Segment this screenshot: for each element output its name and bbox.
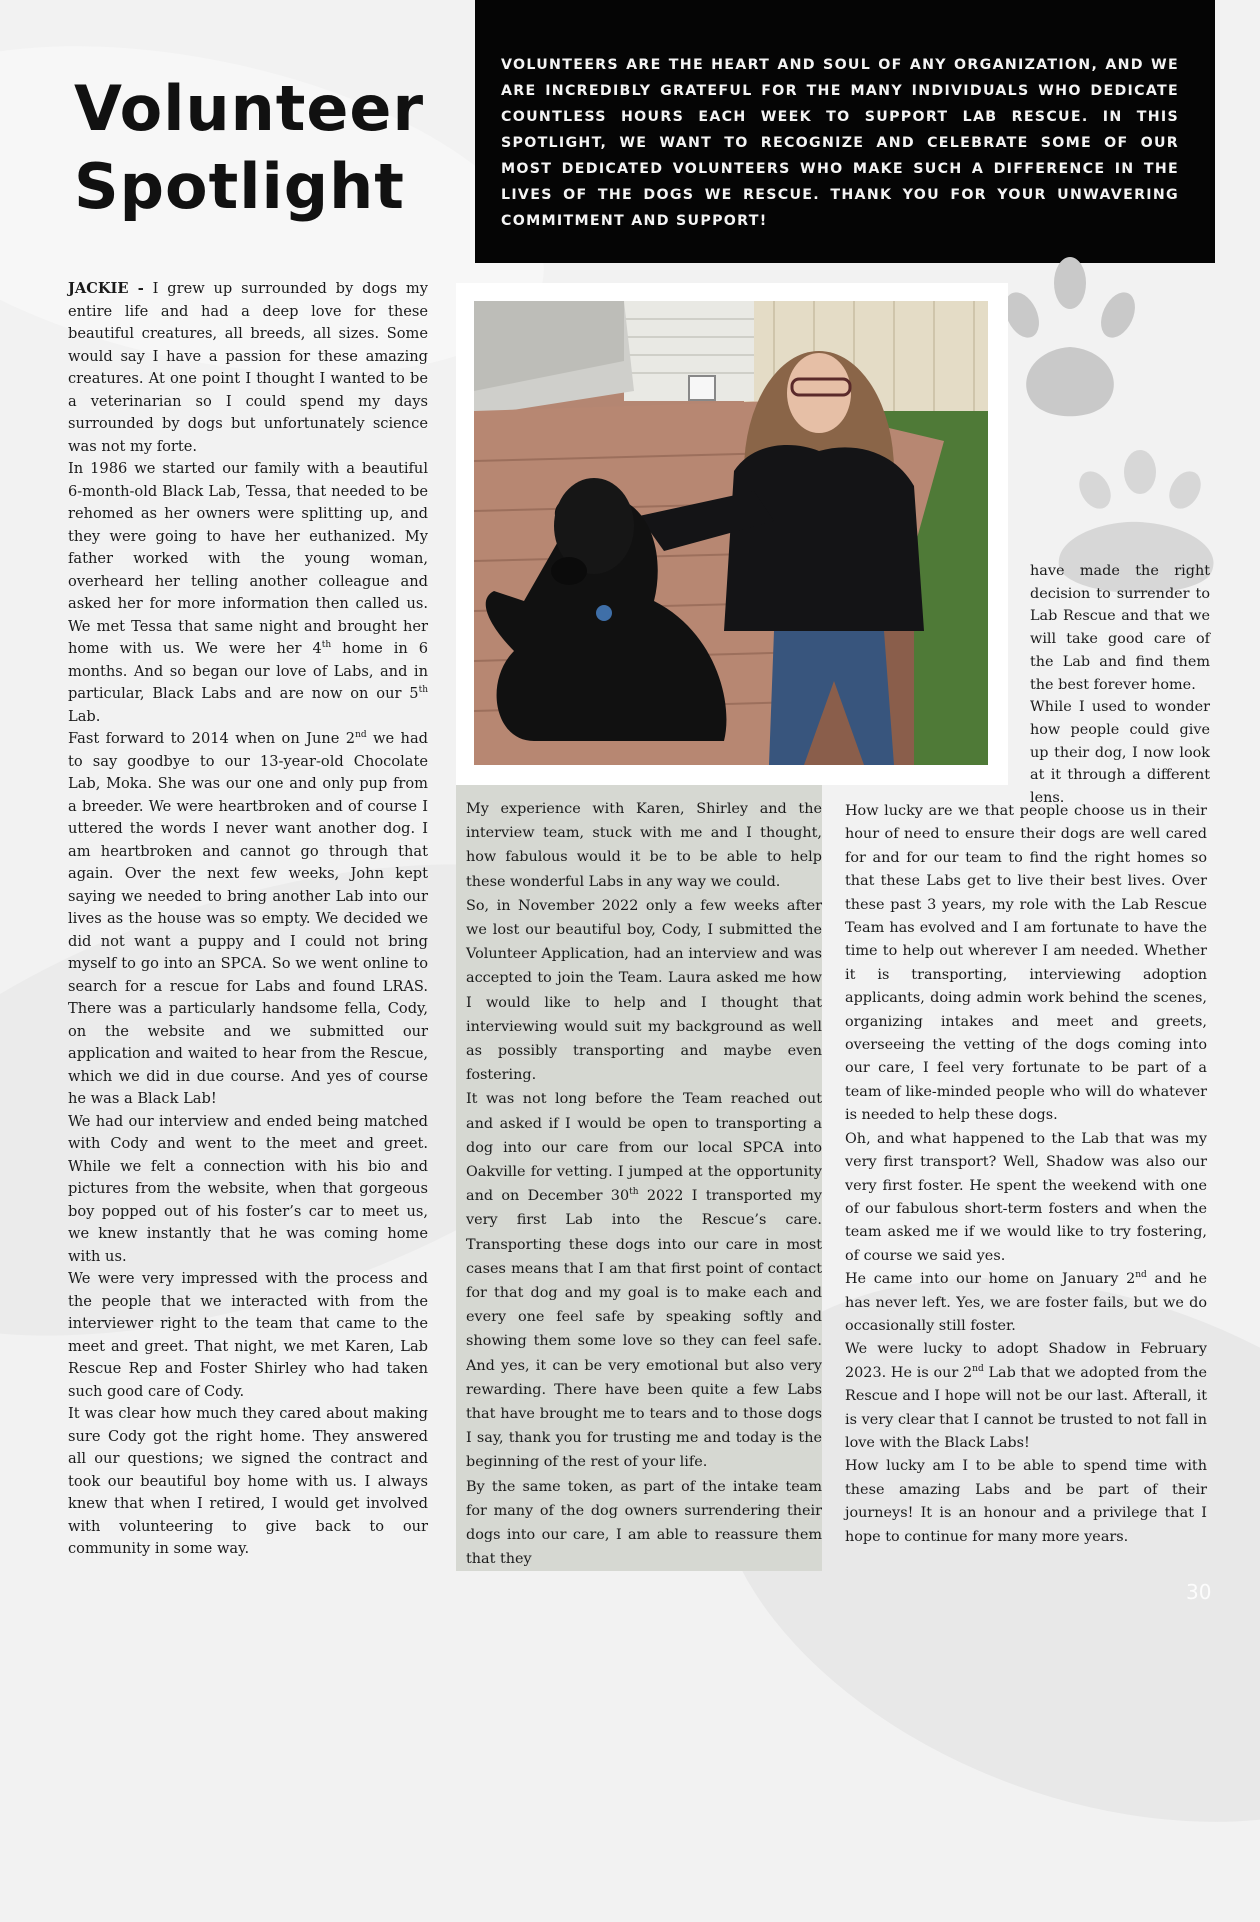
paragraph [68, 458, 428, 728]
paragraph [845, 1268, 1207, 1338]
paragraph-text: It was not long before the Team reached out and asked if I would be open to transporting a dog into our care from our local SPCA into Oakville for vetting. I jumped at the opportunity and on December 30 [466, 1091, 822, 1205]
paw-print-icon [995, 255, 1145, 435]
paragraph-text: 2022 I transported my very first Lab into the Rescue’s care. Transporting these dogs into our care in most cases means that I am that first point of contact for that dog and my goal is to make each and every one feel safe by speaking softly and showing them some love so they can feel safe. And yes, it can be very emotional but also very rewarding. There have been quite a few Labs that have brought me to tears and to those dogs I say, thank you for trusting me and today is the beginning of the rest of your life. [466, 1188, 822, 1471]
paragraph: have made the right decision to surrender to Lab Rescue and that we will take good care of the Lab and find them the best forever home. [1030, 563, 1210, 693]
paragraph-text: Lab that we adopted from the Rescue and I hope will not be our last. Afterall, it is very clear that I cannot be trusted to not fall in love with the Black Labs! [845, 1364, 1208, 1451]
paragraph: How lucky are we that people choose us in their hour of need to ensure their dogs are well cared for and for our team to find the right homes so that these Labs get to live their best lives. Over these past 3 years, my role with the Lab Rescue Team has evolved and I am fortunate to have the time to help out wherever I am needed. Whether it is transporting, interviewing adoption applicants, doing admin work behind the scenes, organizing intakes and meet and greets, overseeing the vetting of the dogs coming into our care, I feel very fortunate to be part of a team of like-minded people who will do whatever is needed to help these dogs. [845, 803, 1207, 1124]
superscript: th [418, 685, 428, 696]
volunteer-photo [474, 301, 988, 765]
paragraph-text: I grew up surrounded by dogs my entire life and had a deep love for these beautiful creatures, all breeds, all sizes. Some would say I have a passion for these amazing creatures. At one point I thought I wanted to be a veterinarian so I could spend my days surrounded by dogs but unfortunately science was not my forte. [68, 280, 428, 455]
photo-illustration [474, 301, 988, 765]
paragraph [68, 278, 428, 458]
paragraph: We had our interview and ended being matched with Cody and went to the meet and greet. While we felt a connection with his bio and pictures from the website, when that gorgeous boy popped out of his foster’s car to meet us, we knew instantly that he was coming home with us. [68, 1112, 428, 1265]
right-column [845, 800, 1207, 1549]
left-column [68, 278, 428, 1561]
paragraph-text: and he has never left. Yes, we are foster fails, but we do occasionally still foster. [845, 1271, 1207, 1334]
paragraph [466, 1087, 822, 1474]
photo-frame [456, 283, 1008, 785]
paragraph-text: we had to say goodbye to our 13-year-old Chocolate Lab, Moka. She was our one and only pup from a breeder. We were heartbroken and of course I uttered the words I never want another dog. I am heartbroken and cannot go through that again. Over the next few weeks, John kept saying we needed to bring another Lab into our lives as the house was so empty. We decided we did not want a puppy and I could not bring myself to go into an SPCA. So we went online to search for a rescue for Labs and found LRAS. There was a particularly handsome fella, Cody, on the website and we submitted our application and waited to hear from the Rescue, which we did in due course. And yes of course he was a Black Lab! [68, 730, 428, 1107]
title-line-1: Volunteer [74, 72, 425, 145]
superscript: nd [355, 730, 367, 741]
superscript: nd [1135, 1270, 1147, 1281]
intro-box [475, 0, 1215, 263]
middle-column [466, 797, 822, 1572]
superscript: th [629, 1187, 639, 1198]
paragraph-text: He came into our home on January 2 [845, 1271, 1136, 1288]
page-number: 30 [1186, 1580, 1212, 1604]
volunteer-name: JACKIE - [68, 280, 144, 297]
paragraph-text: We were lucky to adopt Shadow in February 2023. He is our 2 [845, 1341, 1207, 1381]
paragraph: My experience with Karen, Shirley and the interview team, stuck with me and I thought, how fabulous would it be to be able to help these wonderful Labs in any way we could. [466, 801, 822, 890]
paragraph: While I used to wonder how people could give up their dog, I now look at it through a different lens. [1030, 699, 1210, 807]
paragraph [845, 1338, 1207, 1455]
intro-text: VOLUNTEERS ARE THE HEART AND SOUL OF ANY ORGANIZATION, AND WE ARE INCREDIBLY GRATEFUL FOR THE MANY INDIVIDUALS WHO DEDICATE COUNTLESS HOURS EACH WEEK TO SUPPORT LAB RESCUE. IN THIS SPOTLIGHT, WE WANT TO RECOGNIZE AND CELEBRATE SOME OF OUR MOST DEDICATED VOLUNTEERS WHO MAKE SUCH A DIFFERENCE IN THE LIVES OF THE DOGS WE RESCUE. THANK YOU FOR YOUR UNWAVERING COMMITMENT AND SUPPORT! [501, 57, 1179, 229]
paragraph: By the same token, as part of the intake team for many of the dog owners surrendering their dogs into our care, I am able to reassure them that they [466, 1478, 822, 1568]
paragraph-text: Fast forward to 2014 when on June 2 [68, 730, 356, 747]
paragraph: So, in November 2022 only a few weeks after we lost our beautiful boy, Cody, I submitted the Volunteer Application, had an interview and was accepted to join the Team. Laura asked me how I would like to help and I thought that interviewing would suit my background as well as possibly transporting and maybe even fostering. [466, 897, 822, 1084]
paragraph: Oh, and what happened to the Lab that was my very first transport? Well, Shadow was also our very first foster. He spent the weekend with one of our fabulous short-term fosters and when the team asked me if we would like to try fostering, of course we said yes. [845, 1130, 1207, 1264]
paragraph-text: In 1986 we started our family with a beautiful 6-month-old Black Lab, Tessa, that needed to be rehomed as her owners were splitting up, and they were going to have her euthanized. My father worked with the young woman, overheard her telling another colleague and asked her for more information then called us. We met Tessa that same night and brought her home with us. We were her 4 [68, 460, 428, 657]
paragraph-text: Lab. [68, 707, 101, 725]
paragraph: It was clear how much they cared about making sure Cody got the right home. They answered all our questions; we signed the contract and took our beautiful boy home with us. I always knew that when I retired, I would get involved with volunteering to give back to our community in some way. [68, 1405, 428, 1557]
paragraph: How lucky am I to be able to spend time with these amazing Labs and be part of their journeys! It is an honour and a privilege that I hope to continue for many more years. [845, 1458, 1207, 1545]
page-title [74, 70, 454, 226]
superscript: nd [972, 1363, 984, 1374]
paragraph [68, 728, 428, 1111]
superscript: th [321, 640, 332, 651]
paragraph-text: home in 6 months. And so began our love of Labs, and in particular, Black Labs and are now on our 5 [68, 640, 428, 702]
paragraph: We were very impressed with the process and the people that we interacted with from the interviewer right to the team that came to the meet and greet. That night, we met Karen, Lab Rescue Rep and Foster Shirley who had taken such good care of Cody. [68, 1270, 428, 1400]
right-column-top [1030, 560, 1210, 810]
title-line-2: Spotlight [74, 150, 405, 223]
